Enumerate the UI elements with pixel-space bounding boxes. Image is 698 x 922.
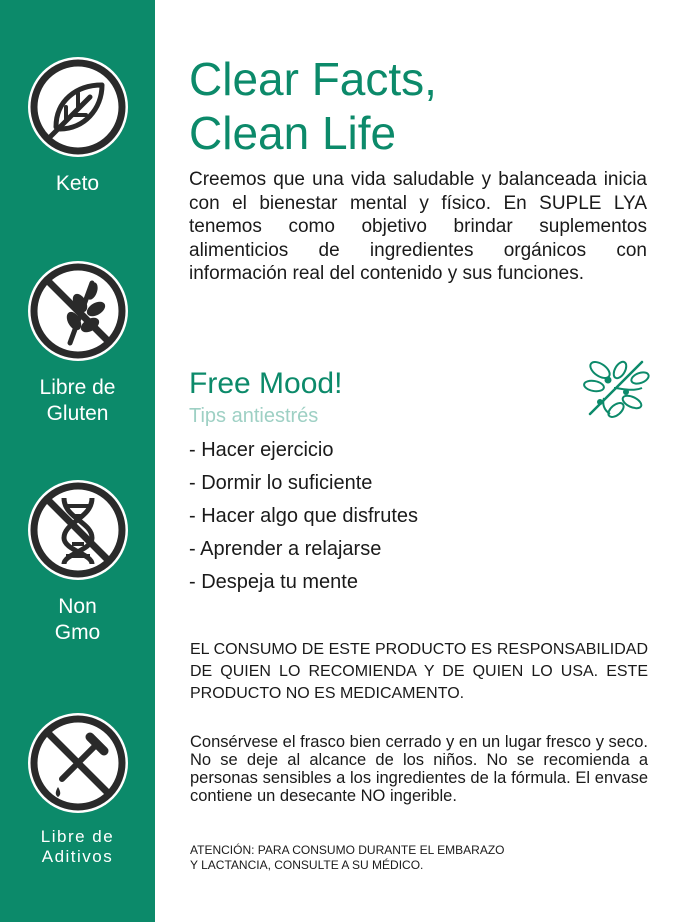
badge-circle [28, 261, 128, 361]
list-item: - Despeja tu mente [189, 571, 358, 593]
badge-label-line1: Non [58, 595, 97, 618]
storage-warning: Consérvese el frasco bien cerrado y en un lugar fresco y seco. No se deje al alcance de los niños. No se recomienda a personas sensibles a los ingredientes de la fórmula. El envase contiene un desecante NO ingerible. [190, 733, 648, 805]
badge-label: Keto [55, 172, 100, 195]
pregnancy-warning-line1: ATENCIÓN: PARA CONSUMO DURANTE EL EMBARAZO [190, 843, 505, 857]
tips-list [189, 434, 418, 599]
list-item: - Hacer ejercicio [189, 439, 334, 461]
no-dna-icon [28, 480, 128, 580]
responsibility-warning: EL CONSUMO DE ESTE PRODUCTO ES RESPONSABILIDAD DE QUIEN LO RECOMIENDA Y DE QUIEN LO USA. ESTE PRODUCTO NO ES MEDICAMENTO. [190, 641, 648, 702]
badge-circle [28, 57, 128, 157]
herb-sprig-icon [580, 352, 652, 420]
sidebar [0, 0, 155, 922]
badge-label [0, 375, 155, 427]
badge-label-line2: Gmo [54, 621, 101, 644]
badge-gluten-free [0, 261, 155, 427]
badge-circle [28, 480, 128, 580]
badge-additive-free [0, 713, 155, 867]
badge-label-line2: Aditivos [41, 847, 114, 866]
section-subtitle: Tips antiestrés [189, 405, 319, 427]
title-line1: Clear Facts, [189, 53, 437, 105]
intro-paragraph: Creemos que una vida saludable y balanceada inicia con el bienestar mental y físico. En SUPLE LYA tenemos como objetivo brindar suplementos alimenticios de ingredientes orgánicos con información real del contenido y sus funciones. [189, 169, 647, 284]
no-dropper-icon [28, 713, 128, 813]
leaf-icon [28, 57, 128, 157]
badge-label-line1: Libre de [40, 827, 115, 846]
pregnancy-warning [190, 843, 570, 873]
no-wheat-icon [28, 261, 128, 361]
pregnancy-warning-line2: Y LACTANCIA, CONSULTE A SU MÉDICO. [190, 858, 424, 872]
list-item: - Aprender a relajarse [189, 538, 382, 560]
list-item: - Dormir lo suficiente [189, 472, 373, 494]
badge-label [0, 594, 155, 646]
badge-keto [0, 57, 155, 197]
badge-circle [28, 713, 128, 813]
badge-label-line1: Libre de [39, 376, 116, 399]
title-line2: Clean Life [189, 107, 397, 159]
badge-label-line2: Gluten [46, 402, 109, 425]
badge-non-gmo [0, 480, 155, 646]
page-title [189, 52, 649, 160]
list-item: - Hacer algo que disfrutes [189, 505, 419, 527]
section-title: Free Mood! [189, 367, 343, 400]
badge-label [0, 827, 155, 867]
